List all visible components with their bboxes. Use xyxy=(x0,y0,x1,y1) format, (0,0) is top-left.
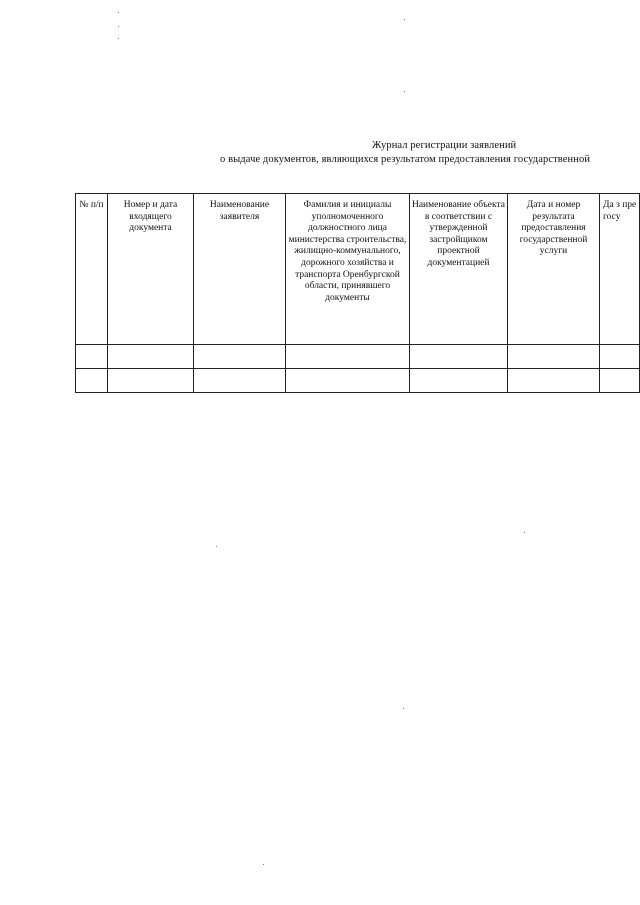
table-cell xyxy=(76,345,108,369)
table-cell xyxy=(76,369,108,393)
table-cell xyxy=(410,345,508,369)
table-cell xyxy=(508,369,600,393)
table-cell xyxy=(508,345,600,369)
scan-speck xyxy=(404,91,405,92)
scan-speck xyxy=(404,19,405,20)
header-number: № п/п xyxy=(76,194,108,345)
header-incoming-document: Номер и дата входящего документа xyxy=(108,194,194,345)
table-cell xyxy=(108,369,194,393)
scan-speck xyxy=(118,38,119,39)
header-result-date-number: Дата и номер результата предоставления государственной услуги xyxy=(508,194,600,345)
scan-speck xyxy=(403,708,404,709)
document-title: Журнал регистрации заявлений xyxy=(372,140,517,151)
header-applicant-name: Наименование заявителя xyxy=(194,194,286,345)
table-row xyxy=(76,369,640,393)
table-row xyxy=(76,345,640,369)
table-cell xyxy=(286,345,410,369)
header-truncated: Да з пре госу xyxy=(600,194,640,345)
table-cell xyxy=(600,345,640,369)
document-subtitle: о выдаче документов, являющихся результатом предоставления государственной xyxy=(220,154,591,165)
scan-speck xyxy=(216,546,217,547)
table-cell xyxy=(286,369,410,393)
header-official-name: Фамилия и инициалы уполномоченного должностного лица министерства строительства, жилищно-коммунального, дорожного хозяйства и транспорта Оренбургской области, принявшего документы xyxy=(286,194,410,345)
scan-speck xyxy=(263,864,264,865)
table-cell xyxy=(410,369,508,393)
scan-speck xyxy=(118,12,119,13)
scan-speck xyxy=(524,532,525,533)
registration-table xyxy=(75,193,640,393)
table-header-row xyxy=(76,194,640,345)
header-object-name: Наименование объекта в соответствии с утвержденной застройщиком проектной документацией xyxy=(410,194,508,345)
table-cell xyxy=(194,369,286,393)
table-cell xyxy=(108,345,194,369)
table-cell xyxy=(194,345,286,369)
scan-speck xyxy=(118,26,119,27)
table-cell xyxy=(600,369,640,393)
